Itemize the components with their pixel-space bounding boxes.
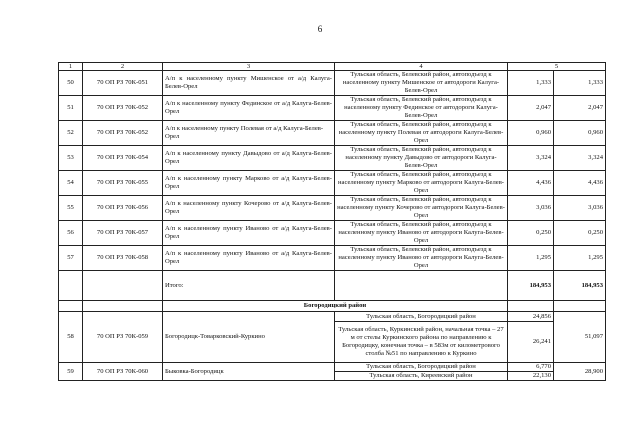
road-length-total: 3,036 <box>554 196 606 221</box>
road-code: 70 ОП РЗ 70К-052 <box>83 121 163 146</box>
road-name: А/п к населенному пункту Давыдово от а/д Калуга-Белев-Орел <box>163 146 335 171</box>
road-code: 70 ОП РЗ 70К-052 <box>83 96 163 121</box>
table-row <box>59 121 606 146</box>
road-length: 1,295 <box>508 246 554 271</box>
total-label: Итого: <box>163 271 335 301</box>
road-length-total: 4,436 <box>554 171 606 196</box>
row-number: 53 <box>59 146 83 171</box>
road-length: 6,770 <box>508 363 554 372</box>
road-name: А/п к населенному пункту Иваново от а/д Калуга-Белев-Орел <box>163 221 335 246</box>
road-length-total: 3,324 <box>554 146 606 171</box>
row-number: 51 <box>59 96 83 121</box>
road-location: Тульская область, Куркинский район, начальная точка – 27 м от стелы Куркинского района по направлению к Богородицку, конечная точка – в 583м от километрового столба №51 по направлению к Куркино <box>335 322 508 363</box>
row-number: 50 <box>59 71 83 96</box>
table-row <box>59 171 606 196</box>
road-length: 4,436 <box>508 171 554 196</box>
road-length-total: 1,295 <box>554 246 606 271</box>
row-number: 52 <box>59 121 83 146</box>
row-number: 54 <box>59 171 83 196</box>
road-length-total: 1,333 <box>554 71 606 96</box>
total-length-overall: 184,953 <box>554 271 606 301</box>
road-length-total: 0,960 <box>554 121 606 146</box>
road-name: А/п к населенному пункту Фединское от а/д Калуга-Белев-Орел <box>163 96 335 121</box>
road-length: 3,036 <box>508 196 554 221</box>
road-location: Тульская область, Белевский район, автоподъезд к населенному пункту Фединское от автодороги Калуга-Белев-Орел <box>335 96 508 121</box>
road-location: Тульская область, Киреевский район <box>335 372 508 381</box>
road-code: 70 ОП РЗ 70К-060 <box>83 363 163 381</box>
header-cell: 4 <box>335 63 508 71</box>
roads-table <box>58 62 606 381</box>
district-row <box>59 301 606 312</box>
table-row <box>59 146 606 171</box>
road-name: Быковка-Богородицк <box>163 363 335 381</box>
road-length: 24,856 <box>508 312 554 322</box>
table-row <box>59 96 606 121</box>
road-code: 70 ОП РЗ 70К-058 <box>83 246 163 271</box>
row-number: 56 <box>59 221 83 246</box>
road-length-total: 2,047 <box>554 96 606 121</box>
row-number: 58 <box>59 312 83 363</box>
road-length: 26,241 <box>508 322 554 363</box>
road-name: А/п к населенному пункту Кочерово от а/д Калуга-Белев-Орел <box>163 196 335 221</box>
road-code: 70 ОП РЗ 70К-054 <box>83 146 163 171</box>
table-row <box>59 71 606 96</box>
header-cell: 3 <box>163 63 335 71</box>
page-number: 6 <box>317 24 323 34</box>
road-length-total: 28,900 <box>554 363 606 381</box>
row-number: 57 <box>59 246 83 271</box>
total-length: 184,953 <box>508 271 554 301</box>
road-code: 70 ОП РЗ 70К-056 <box>83 196 163 221</box>
road-code: 70 ОП РЗ 70К-059 <box>83 312 163 363</box>
district-heading: Богородицкий район <box>163 301 508 312</box>
header-cell: 1 <box>59 63 83 71</box>
road-location: Тульская область, Белевский район, автоподъезд к населенному пункту Кочерово от автодороги Калуга-Белев-Орел <box>335 196 508 221</box>
road-location: Тульская область, Богородицкий район <box>335 363 508 372</box>
table-row <box>59 246 606 271</box>
table-row <box>59 312 606 322</box>
row-number: 59 <box>59 363 83 381</box>
total-row <box>59 271 606 301</box>
header-row <box>59 63 606 71</box>
table-row <box>59 196 606 221</box>
road-location: Тульская область, Белевский район, автоподъезд к населенному пункту Иваново от автодороги Калуга-Белев-Орел <box>335 246 508 271</box>
road-location: Тульская область, Белевский район, автоподъезд к населенному пункту Полевая от автодороги Калуга-Белев-Орел <box>335 121 508 146</box>
road-location: Тульская область, Белевский район, автоподъезд к населенному пункту Давыдово от автодороги Калуга-Белев-Орел <box>335 146 508 171</box>
road-location: Тульская область, Белевский район, автоподъезд к населенному пункту Мишенское от автодороги Калуга-Белев-Орел <box>335 71 508 96</box>
road-length: 1,333 <box>508 71 554 96</box>
road-length-total: 0,250 <box>554 221 606 246</box>
road-code: 70 ОП РЗ 70К-055 <box>83 171 163 196</box>
road-length: 0,960 <box>508 121 554 146</box>
table-row <box>59 221 606 246</box>
road-name: А/п к населенному пункту Мишенское от а/д Калуга-Белев-Орел <box>163 71 335 96</box>
road-name: А/п к населенному пункту Полевая от а/д Калуга-Белев-Орел <box>163 121 335 146</box>
row-number: 55 <box>59 196 83 221</box>
header-cell: 2 <box>83 63 163 71</box>
road-location: Тульская область, Белевский район, автоподъезд к населенному пункту Иваново от автодороги Калуга-Белев-Орел <box>335 221 508 246</box>
table-row <box>59 363 606 372</box>
road-name: А/п к населенному пункту Марково от а/д Калуга-Белев-Орел <box>163 171 335 196</box>
road-location: Тульская область, Белевский район, автоподъезд к населенному пункту Марково от автодороги Калуга-Белев-Орел <box>335 171 508 196</box>
road-length-total: 51,097 <box>554 312 606 363</box>
road-length: 3,324 <box>508 146 554 171</box>
road-location: Тульская область, Богородицкий район <box>335 312 508 322</box>
road-length: 22,130 <box>508 372 554 381</box>
header-cell: 5 <box>508 63 606 71</box>
road-name: Богородицк-Товарковский-Куркино <box>163 312 335 363</box>
road-code: 70 ОП РЗ 70К-057 <box>83 221 163 246</box>
road-length: 0,250 <box>508 221 554 246</box>
road-length: 2,047 <box>508 96 554 121</box>
road-name: А/п к населенному пункту Иваново от а/д Калуга-Белев-Орел <box>163 246 335 271</box>
road-code: 70 ОП РЗ 70К-051 <box>83 71 163 96</box>
